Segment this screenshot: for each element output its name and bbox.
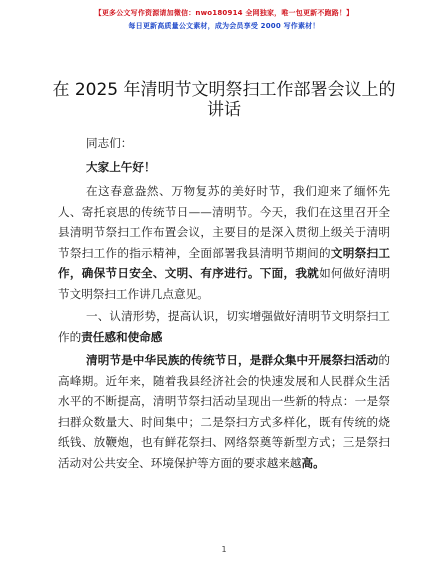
salutation: 同志们： <box>86 136 133 150</box>
paragraph-situation-bold: 清明节是中华民族的传统节日，是群众集中开展祭扫活动 <box>86 353 379 367</box>
greeting: 大家上午好！ <box>86 160 156 174</box>
paragraph-situation-text: 的高峰期。近年来，随着我县经济社会的快速发展和人民群众生活水平的不断提高，清明节祭扫活动呈现出一些新的特点：一是祭扫群众数量大、时间集中；二是祭扫方式多样化，既有传统的烧纸钱、放鞭炮，也有鲜花祭扫、网络祭奠等新型方式；三是祭扫活动对公共安全、环境保护等方面的要求越来越 <box>58 353 390 470</box>
paragraph-opening-tail: 如何做好清明节文明祭扫工作讲几点意见。 <box>58 266 390 301</box>
page-number: 1 <box>221 545 227 554</box>
section-heading-1 <box>58 306 390 347</box>
promo-banner-line-2: 每日更新高质量公文素材，成为会员享受 2000 写作素材！ <box>128 22 320 30</box>
paragraph-opening <box>58 181 390 305</box>
section-heading-1-lead: 一、认清形势，提高认识，切实增强做好清明节文明祭扫工作的 <box>58 309 390 344</box>
paragraph-opening-text: 在这春意盎然、万物复苏的美好时节，我们迎来了缅怀先人、寄托哀思的传统节日——清明节。今天，我们在这里召开全县清明节祭扫工作布置会议，主要目的是深入贯彻上级关于清明节祭扫工作的指示精神，全面部署我县清明节期间的 <box>58 184 390 260</box>
promo-banner-line-1: 【更多公文写作资源请加微信：nwo180914 全网独家，唯一包更新不跑路！】 <box>94 9 354 17</box>
paragraph-situation-end: 高。 <box>301 455 325 470</box>
section-heading-1-bold: 责任感和使命感 <box>81 329 163 344</box>
paragraph-situation <box>58 350 390 474</box>
paragraph-opening-bold: 文明祭扫工作，确保节日安全、文明、有序进行。下面，我就 <box>58 245 390 281</box>
document-title: 在 2025 年清明节文明祭扫工作部署会议上的讲话 <box>52 80 396 120</box>
